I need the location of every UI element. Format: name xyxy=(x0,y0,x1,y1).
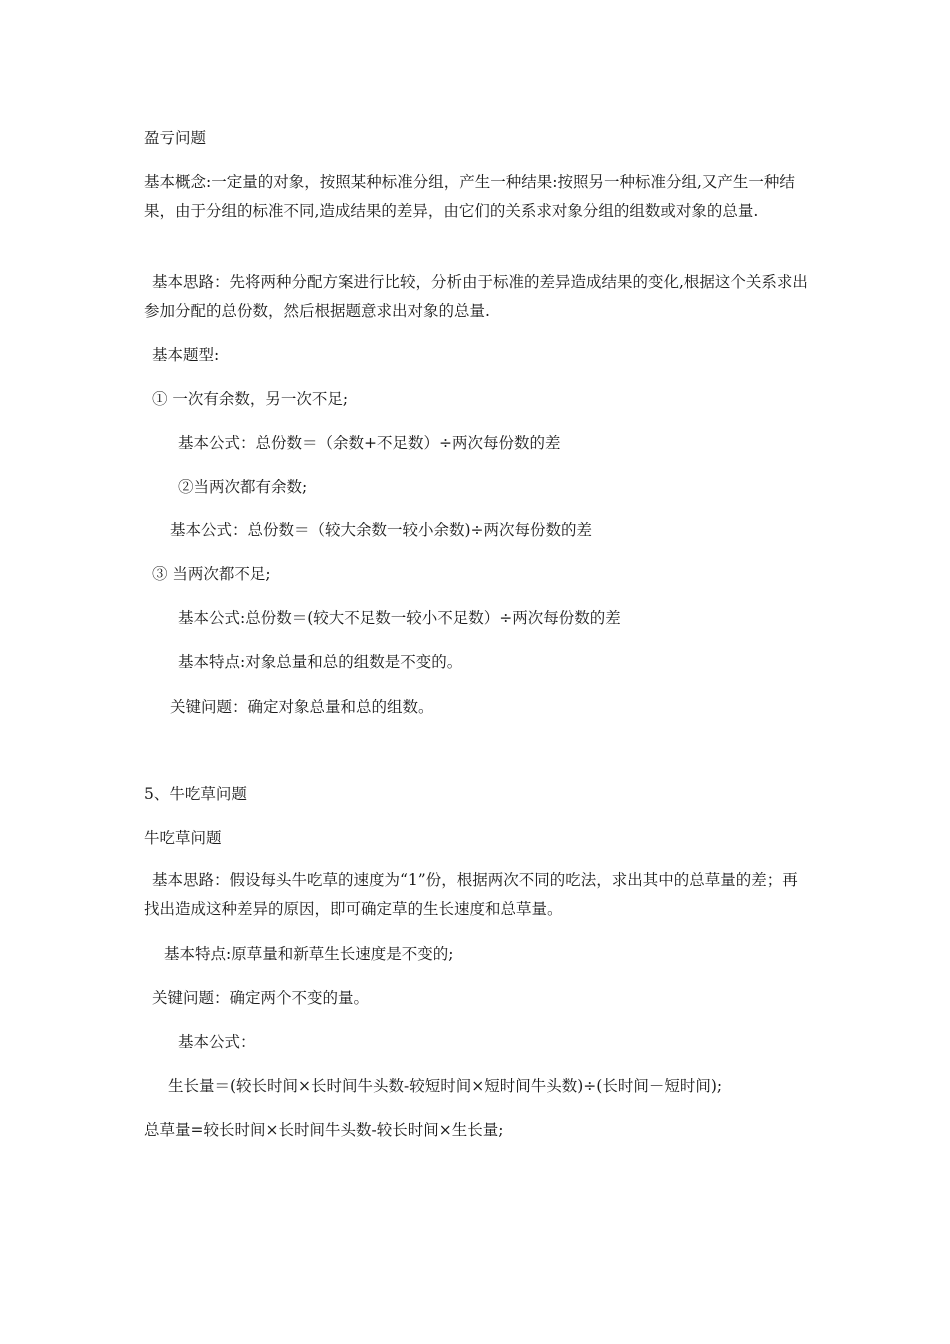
paragraph-basic-approach: 基本思路：先将两种分配方案进行比较，分析由于标准的差异造成结果的变化,根据这个关系求出参加分配的总份数，然后根据题意求出对象的总量. xyxy=(144,273,808,320)
formula-three: 基本公式:总份数＝(较大不足数一较小不足数）÷两次每份数的差 xyxy=(178,609,621,627)
basic-feature: 基本特点:对象总量和总的组数是不变的。 xyxy=(178,653,463,671)
key-question: 关键问题：确定对象总量和总的组数。 xyxy=(170,698,434,716)
cow-grass-feature: 基本特点:原草量和新草生长速度是不变的; xyxy=(164,945,454,963)
total-grass-formula: 总草量=较长时间×长时间牛头数-较长时间×生长量; xyxy=(144,1121,504,1139)
section-title-profit-loss: 盈亏问题 xyxy=(144,129,207,147)
case-three: ③ 当两次都不足; xyxy=(152,565,271,583)
section-heading-cow-grass: 5、牛吃草问题 xyxy=(144,785,247,803)
growth-formula: 生长量＝(较长时间×长时间牛头数-较短时间×短时间牛头数)÷(长时间－短时间); xyxy=(168,1077,723,1095)
paragraph-basic-concept: 基本概念:一定量的对象，按照某种标准分组，产生一种结果:按照另一种标准分组,又产生一种结果，由于分组的标准不同,造成结果的差异，由它们的关系求对象分组的组数或对象的总量. xyxy=(144,173,795,220)
formula-two: 基本公式：总份数＝（较大余数一较小余数)÷两次每份数的差 xyxy=(170,521,593,539)
cow-grass-key-question: 关键问题：确定两个不变的量。 xyxy=(152,989,370,1007)
cow-grass-formula-label: 基本公式： xyxy=(178,1033,256,1051)
basic-types-label: 基本题型: xyxy=(152,346,220,364)
case-two: ②当两次都有余数; xyxy=(178,478,308,496)
section-title-cow-grass: 牛吃草问题 xyxy=(144,829,222,847)
case-one: ① 一次有余数，另一次不足; xyxy=(152,390,349,408)
formula-one: 基本公式：总份数＝（余数+不足数）÷两次每份数的差 xyxy=(178,434,561,452)
paragraph-cow-grass-approach: 基本思路：假设每头牛吃草的速度为“1”份，根据两次不同的吃法，求出其中的总草量的差；再找出造成这种差异的原因，即可确定草的生长速度和总草量。 xyxy=(144,871,798,918)
